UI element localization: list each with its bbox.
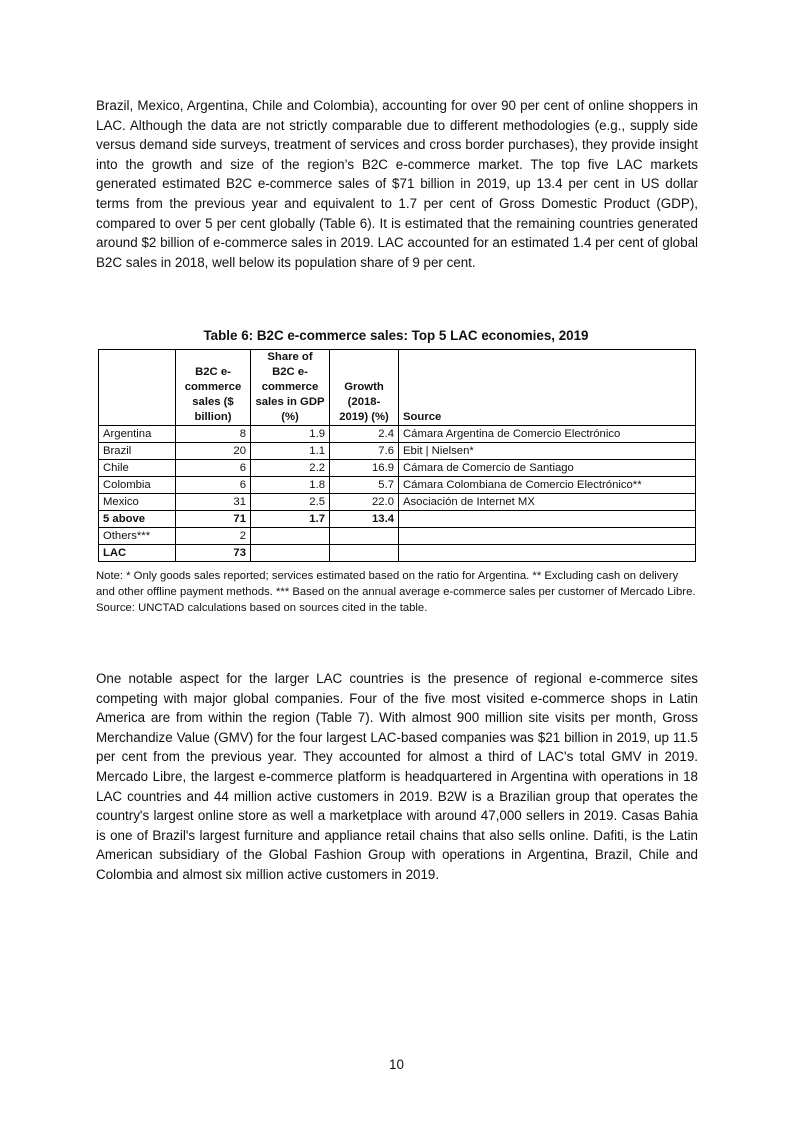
cell-source: Cámara Colombiana de Comercio Electrónico**: [399, 477, 696, 494]
cell-share: 1.8: [251, 477, 330, 494]
cell-country: Others***: [99, 528, 176, 545]
cell-share: [251, 528, 330, 545]
second-paragraph: One notable aspect for the larger LAC countries is the presence of regional e-commerce sites competing with major global companies. Four of the five most visited e-commerce shops in Latin America are from within the region (Table 7). With almost 900 million site visits per month, Gross Merchandize Value (GMV) for the four largest LAC-based companies was $21 billion in 2019, up 11.5 per cent from the previous year. They accounted for almost a third of LAC's total GMV in 2019. Mercado Libre, the largest e-commerce platform is headquartered in Argentina with operations in 18 LAC countries and 44 million active customers in 2019. B2W is a Brazilian group that operates the country's largest online store as well a marketplace with around 47,000 sellers in 2019. Casas Bahia is one of Brazil's largest furniture and appliance retail chains that also sells online. Dafiti, is the Latin American subsidiary of the Global Fashion Group with operations in Argentina, Brazil, Chile and Colombia and almost six million active customers in 2019.: [96, 671, 698, 882]
cell-country: Argentina: [99, 426, 176, 443]
header-sales: B2C e-commerce sales ($ billion): [176, 350, 251, 426]
cell-country: 5 above: [99, 511, 176, 528]
table-row: [99, 494, 696, 511]
header-growth: Growth (2018-2019) (%): [330, 350, 399, 426]
cell-sales: 20: [176, 443, 251, 460]
cell-sales: 31: [176, 494, 251, 511]
cell-share: 2.5: [251, 494, 330, 511]
cell-country: Colombia: [99, 477, 176, 494]
cell-sales: 6: [176, 477, 251, 494]
page-number: 10: [389, 1057, 404, 1072]
cell-source: [399, 545, 696, 562]
cell-growth: 22.0: [330, 494, 399, 511]
header-country: [99, 350, 176, 426]
cell-source: Cámara Argentina de Comercio Electrónico: [399, 426, 696, 443]
cell-source: Cámara de Comercio de Santiago: [399, 460, 696, 477]
ecommerce-sales-table: [98, 349, 696, 562]
cell-growth: [330, 545, 399, 562]
cell-share: 1.9: [251, 426, 330, 443]
cell-growth: 5.7: [330, 477, 399, 494]
table-row: [99, 443, 696, 460]
cell-share: 1.1: [251, 443, 330, 460]
cell-sales: 2: [176, 528, 251, 545]
table-row: [99, 528, 696, 545]
table-row-total: [99, 545, 696, 562]
cell-source: [399, 528, 696, 545]
table-row: [99, 426, 696, 443]
table-row-subtotal: [99, 511, 696, 528]
table-notes: [96, 568, 700, 616]
cell-growth: 13.4: [330, 511, 399, 528]
cell-sales: 6: [176, 460, 251, 477]
header-source: Source: [399, 350, 696, 426]
table-row: [99, 477, 696, 494]
intro-paragraph: Brazil, Mexico, Argentina, Chile and Colombia), accounting for over 90 per cent of online shoppers in LAC. Although the data are not strictly comparable due to different methodologies (e.g., supply side versus demand side surveys, treatment of services and cross border purchases), they provide insight into the growth and size of the region’s B2C e-commerce market. The top five LAC markets generated estimated B2C e-commerce sales of $71 billion in 2019, up 13.4 per cent in US dollar terms from the previous year and equivalent to 1.7 per cent of Gross Domestic Product (GDP), compared to over 5 per cent globally (Table 6). It is estimated that the remaining countries generated around $2 billion of e-commerce sales in 2019. LAC accounted for an estimated 1.4 per cent of global B2C sales in 2018, well below its population share of 9 per cent.: [96, 98, 698, 270]
cell-source: [399, 511, 696, 528]
cell-sales: 73: [176, 545, 251, 562]
table-header-row: [99, 350, 696, 426]
cell-growth: 16.9: [330, 460, 399, 477]
cell-country: Brazil: [99, 443, 176, 460]
table-row: [99, 460, 696, 477]
cell-growth: 7.6: [330, 443, 399, 460]
cell-share: [251, 545, 330, 562]
table-title: Table 6: B2C e-commerce sales: Top 5 LAC economies, 2019: [203, 328, 589, 343]
cell-growth: 2.4: [330, 426, 399, 443]
cell-source: Ebit | Nielsen*: [399, 443, 696, 460]
cell-growth: [330, 528, 399, 545]
cell-share: 1.7: [251, 511, 330, 528]
source-text: Source: UNCTAD calculations based on sources cited in the table.: [96, 602, 428, 614]
cell-country: Mexico: [99, 494, 176, 511]
cell-country: Chile: [99, 460, 176, 477]
cell-sales: 8: [176, 426, 251, 443]
cell-share: 2.2: [251, 460, 330, 477]
cell-country: LAC: [99, 545, 176, 562]
header-share: Share of B2C e-commerce sales in GDP (%): [251, 350, 330, 426]
cell-source: Asociación de Internet MX: [399, 494, 696, 511]
cell-sales: 71: [176, 511, 251, 528]
note-text: Note: * Only goods sales reported; services estimated based on the ratio for Argentina. ** Excluding cash on delivery and other offline payment methods. *** Based on the annual average e-commerce sales per customer of Mercado Libre.: [96, 570, 696, 598]
